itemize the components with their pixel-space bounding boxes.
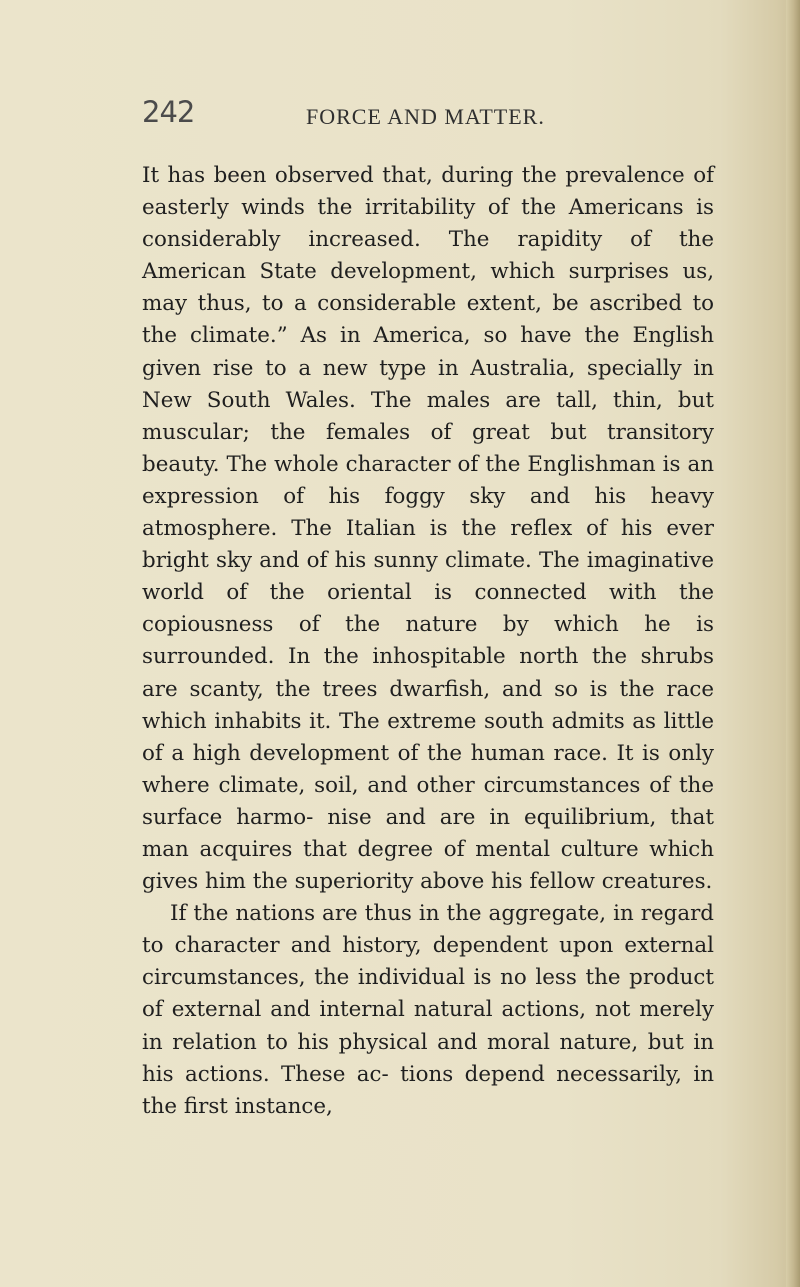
page-number: 242 bbox=[142, 95, 195, 129]
page-edge bbox=[786, 0, 800, 1287]
paragraph-1: It has been observed that, during the prevalence of easterly winds the irritability of the Americans is considerably increased. The rapidity of the American State development, which surprises us, may thus, to a considerable extent, be ascribed to the climate.” As in America, so have the English given rise to a new type in Australia, specially in New South Wales. The males are tall, thin, but muscular; the females of great but transitory beauty. The whole character of the Englishman is an expression of his foggy sky and his heavy atmosphere. The Italian is the reflex of his ever bright sky and of his sunny climate. The imaginative world of the oriental is connected with the copiousness of the nature by which he is surrounded. In the inhospitable north the shrubs are scanty, the trees dwarfish, and so is the race which inhabits it. The extreme south admits as little of a high development of the human race. It is only where climate, soil, and other circumstances of the surface harmo- nise and are in equilibrium, that man acquires that degree of mental culture which gives him the superiority above his fellow creatures. bbox=[142, 163, 714, 895]
body-text bbox=[142, 160, 714, 1123]
paragraph-2: If the nations are thus in the aggregate, in regard to character and history, dependent upon external circumstances, the individual is no less the product of external and internal natural actions, not merely in relation to his physical and moral nature, but in his actions. These ac- tions depend necessarily, in the first instance, bbox=[142, 901, 714, 1119]
running-head: FORCE AND MATTER. bbox=[306, 104, 545, 129]
